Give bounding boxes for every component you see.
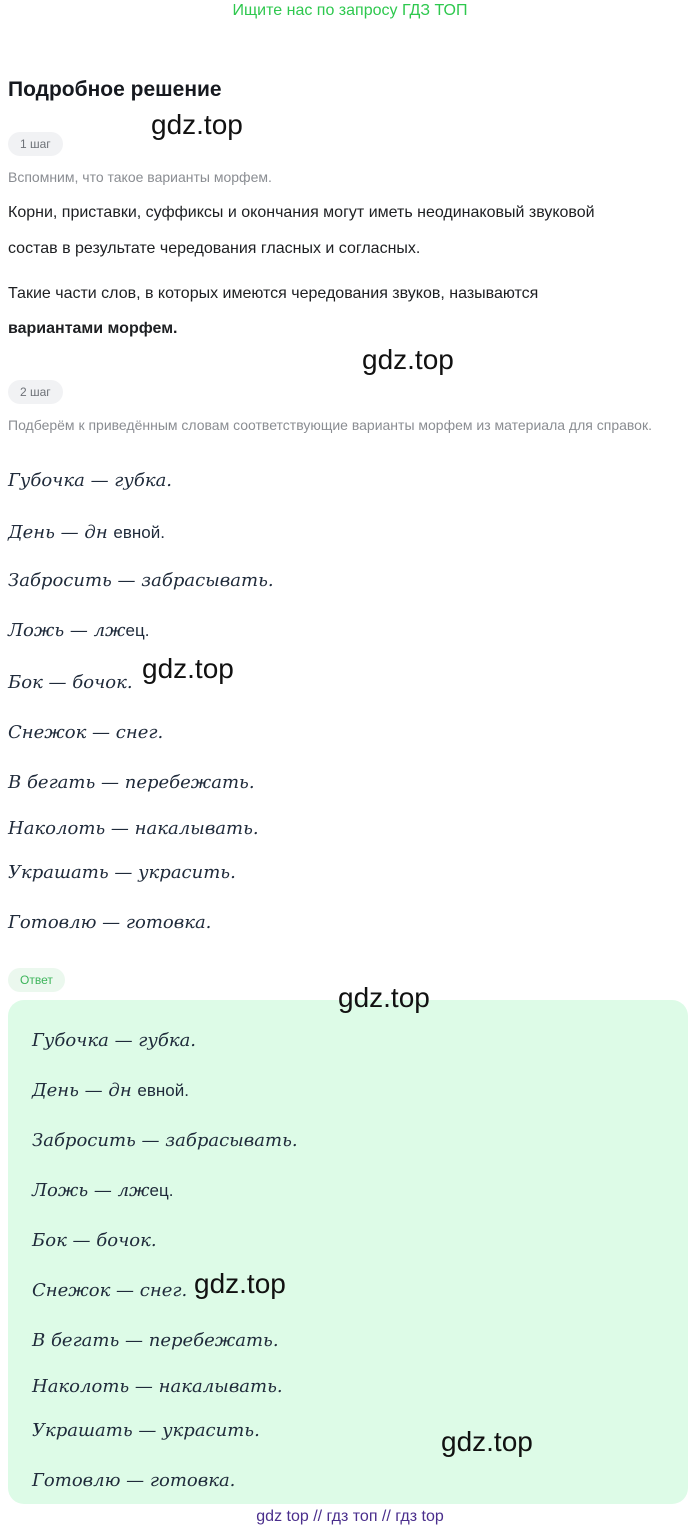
word-part: дн <box>84 522 108 543</box>
word-part: Ложь — <box>8 620 88 641</box>
word-pair: Снежок — снег. <box>8 722 164 743</box>
word-pair: Забросить — забрасывать. <box>8 570 274 591</box>
word-part: евной. <box>137 1081 189 1100</box>
answer-word-pair: Забросить — забрасывать. <box>32 1130 298 1151</box>
answer-word-pair <box>32 1080 189 1101</box>
paragraph-line: Корни, приставки, суффиксы и окончания могут иметь неодинаковый звуковой <box>8 204 595 221</box>
watermark: gdz.top <box>338 982 430 1013</box>
word-part: лж <box>93 620 126 641</box>
step-hint: Подберём к приведённым словам соответствующие варианты морфем из материала для справок. <box>8 417 652 433</box>
word-pair: Губочка — губка. <box>8 470 173 491</box>
watermark: gdz.top <box>142 653 234 684</box>
step-hint: Вспомним, что такое варианты морфем. <box>8 169 272 185</box>
word-pair: В бегать — перебежать. <box>8 772 255 793</box>
top-banner[interactable]: Ищите нас по запросу ГДЗ ТОП <box>232 2 468 19</box>
word-pair: Наколоть — накалывать. <box>8 818 259 839</box>
term-bold: вариантами морфем. <box>8 320 178 337</box>
word-pair: Украшать — украсить. <box>8 862 236 883</box>
word-part: лж <box>117 1180 150 1201</box>
watermark: gdz.top <box>151 109 243 140</box>
paragraph-line: состав в результате чередования гласных и согласных. <box>8 240 421 257</box>
answer-word-pair <box>32 1180 173 1201</box>
word-pair: Готовлю — готовка. <box>8 912 212 933</box>
answer-word-pair: В бегать — перебежать. <box>32 1330 279 1351</box>
answer-word-pair: Губочка — губка. <box>32 1030 197 1051</box>
paragraph-line: Такие части слов, в которых имеются чередования звуков, называются <box>8 285 539 302</box>
answer-word-pair: Готовлю — готовка. <box>32 1470 236 1491</box>
word-part: День — <box>32 1080 103 1101</box>
paragraph-bold <box>8 320 698 338</box>
word-pair: Бок — бочок. <box>8 672 133 693</box>
answer-badge: Ответ <box>8 968 65 992</box>
word-part: евной. <box>113 523 165 542</box>
page-title: Подробное решение <box>8 78 222 101</box>
word-part: День — <box>8 522 79 543</box>
watermark: gdz.top <box>194 1268 286 1299</box>
step-badge: 2 шаг <box>8 380 63 404</box>
word-part: дн <box>108 1080 132 1101</box>
answer-word-pair: Бок — бочок. <box>32 1230 157 1251</box>
answer-word-pair: Снежок — снег. <box>32 1280 188 1301</box>
watermark: gdz.top <box>441 1426 533 1457</box>
word-pair <box>8 620 149 641</box>
word-pair <box>8 522 165 543</box>
word-part: ец. <box>125 621 150 640</box>
word-part: ец. <box>149 1181 174 1200</box>
footer-links[interactable]: gdz top // гдз топ // гдз top <box>256 1508 444 1525</box>
answer-word-pair: Наколоть — накалывать. <box>32 1376 283 1397</box>
answer-word-pair: Украшать — украсить. <box>32 1420 260 1441</box>
word-part: Ложь — <box>32 1180 112 1201</box>
watermark: gdz.top <box>362 344 454 375</box>
step-badge: 1 шаг <box>8 132 63 156</box>
